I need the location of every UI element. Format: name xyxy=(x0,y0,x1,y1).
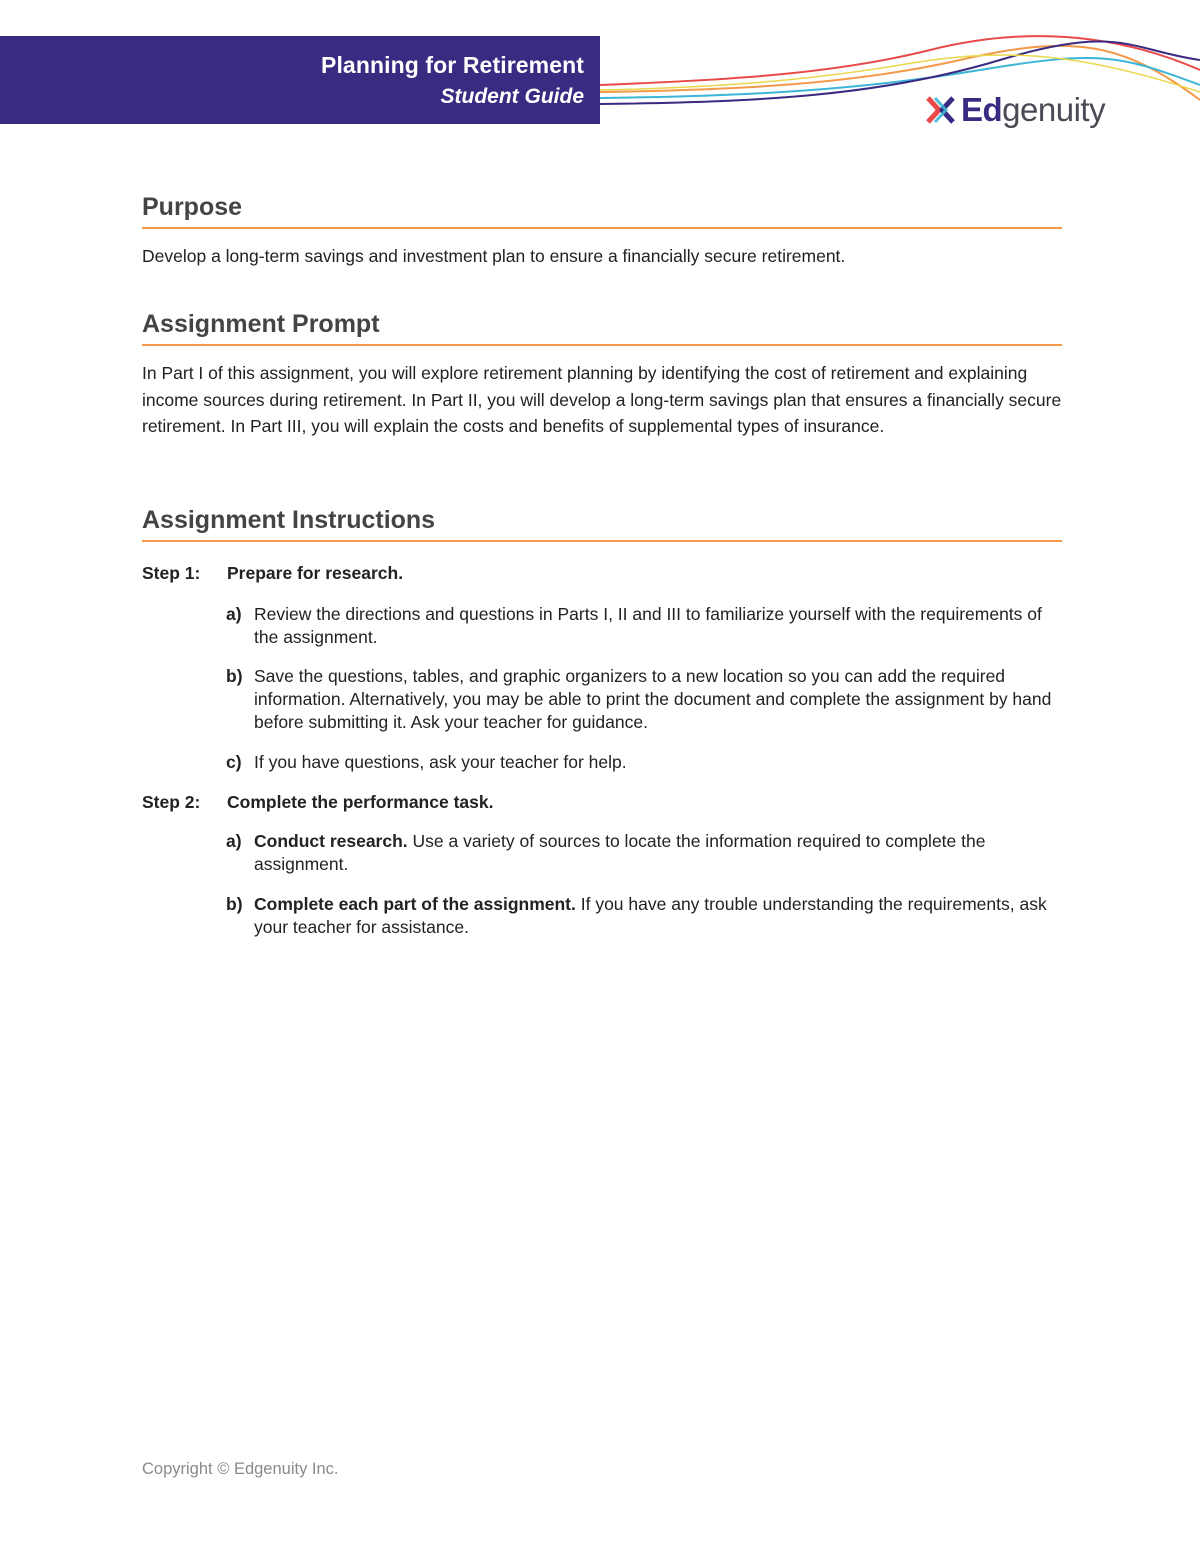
document-subtitle: Student Guide xyxy=(440,85,584,108)
item-letter: a) xyxy=(226,604,242,624)
decorative-waves xyxy=(600,30,1200,130)
step-1-item-a xyxy=(226,603,1062,649)
document-title: Planning for Retirement xyxy=(321,52,584,78)
purpose-heading: Purpose xyxy=(142,193,1062,229)
step-1-item-c xyxy=(226,751,1062,774)
prompt-section xyxy=(142,310,1062,440)
step-1 xyxy=(142,563,1062,584)
step-title: Prepare for research. xyxy=(227,563,404,583)
item-text: Save the questions, tables, and graphic organizers to a new location so you can add the required information. Alternatively, you may be able to print the document and complete the assignment by hand before submitting it. Ask your teacher for guidance. xyxy=(254,666,1052,732)
item-lead: Conduct research. xyxy=(254,831,408,851)
step-2-item-a xyxy=(226,830,1062,876)
item-rest: If you have any trouble understanding the requirements, ask your teacher for assistance. xyxy=(254,894,1047,937)
step-title: Complete the performance task. xyxy=(227,792,494,812)
step-2 xyxy=(142,792,1062,813)
item-lead: Complete each part of the assignment. xyxy=(254,894,576,914)
prompt-heading: Assignment Prompt xyxy=(142,310,1062,346)
item-text xyxy=(254,830,1062,876)
item-letter: b) xyxy=(226,666,243,686)
item-text: If you have questions, ask your teacher for help. xyxy=(254,752,627,772)
copyright-footer: Copyright © Edgenuity Inc. xyxy=(142,1460,339,1478)
header-band xyxy=(0,36,600,124)
item-text xyxy=(254,893,1062,939)
step-label: Step 1: xyxy=(142,563,201,583)
edgenuity-logo xyxy=(925,90,1105,130)
step-label: Step 2: xyxy=(142,792,201,812)
item-letter: c) xyxy=(226,752,242,772)
purpose-section xyxy=(142,193,1062,270)
item-letter: a) xyxy=(226,831,242,851)
step-2-item-b xyxy=(226,893,1062,939)
instructions-section xyxy=(142,506,1062,542)
step-1-item-b xyxy=(226,665,1062,734)
item-text: Review the directions and questions in Parts I, II and III to familiarize yourself with the requirements of the assignment. xyxy=(254,604,1042,647)
logo-wordmark: Edgenuity xyxy=(961,91,1106,128)
logo-x-icon xyxy=(925,94,957,126)
prompt-text: In Part I of this assignment, you will explore retirement planning by identifying the cost of retirement and explaining income sources during retirement. In Part II, you will develop a long-term savings plan that ensures a financially secure retirement. In Part III, you will explain the costs and benefits of supplemental types of insurance. xyxy=(142,363,1062,436)
instructions-heading: Assignment Instructions xyxy=(142,506,1062,542)
purpose-text: Develop a long-term savings and investment plan to ensure a financially secure retirement. xyxy=(142,246,846,266)
item-letter: b) xyxy=(226,894,243,914)
item-rest: Use a variety of sources to locate the information required to complete the assignment. xyxy=(254,831,986,874)
